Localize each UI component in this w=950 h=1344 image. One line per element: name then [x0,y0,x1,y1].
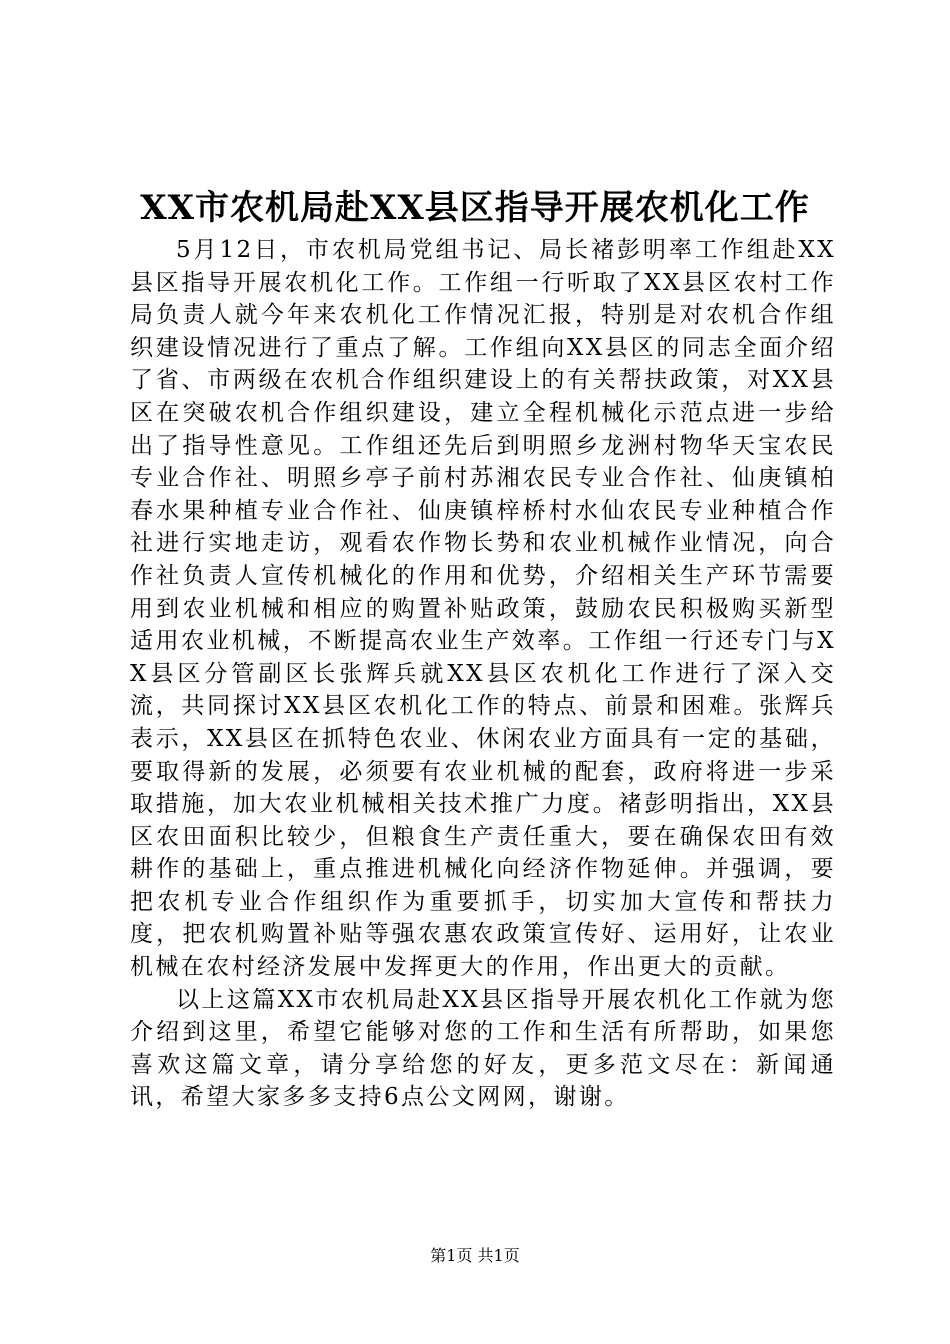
document-body [130,234,836,1114]
body-paragraph-closing: 以上这篇XX市农机局赴XX县区指导开展农机化工作就为您介绍到这里，希望它能够对您的工作和生活有所帮助，如果您喜欢这篇文章，请分享给您的好友，更多范文尽在：新闻通讯，希望大家多多支持6点公文网网，谢谢。 [130,986,836,1111]
page-total: 共1页 [477,1246,520,1265]
body-paragraph-main: 5月12日，市农机局党组书记、局长褚彭明率工作组赴XX县区指导开展农机化工作。工作组一行听取了XX县区农村工作局负责人就今年来农机化工作情况汇报，特别是对农机合作组织建设情况进行了重点了解。工作组向XX县区的同志全面介绍了省、市两级在农机合作组织建设上的有关帮扶政策，对XX县区在突破农机合作组织建设，建立全程机械化示范点进一步给出了指导性意见。工作组还先后到明照乡龙洲村物华天宝农民专业合作社、明照乡亭子前村苏湘农民专业合作社、仙庚镇柏春水果种植专业合作社、仙庚镇梓桥村水仙农民专业种植合作社进行实地走访，观看农作物长势和农业机械作业情况，向合作社负责人宣传机械化的作用和优势，介绍相关生产环节需要用到农业机械和相应的购置补贴政策，鼓励农民积极购买新型适用农业机械，不断提高农业生产效率。工作组一行还专门与XX县区分管副区长张辉兵就XX县区农机化工作进行了深入交流，共同探讨XX县区农机化工作的特点、前景和困难。张辉兵表示，XX县区在抓特色农业、休闲农业方面具有一定的基础，要取得新的发展，必须要有农业机械的配套，政府将进一步采取措施，加大农业机械相关技术推广力度。褚彭明指出，XX县区农田面积比较少，但粮食生产责任重大，要在确保农田有效耕作的基础上，重点推进机械化向经济作物延伸。并强调，要把农机专业合作组织作为重要抓手，切实加大宣传和帮扶力度，把农机购置补贴等强农惠农政策宣传好、运用好，让农业机械在农村经济发展中发挥更大的作用，作出更大的贡献。 [130,237,836,981]
document-title: XX市农机局赴XX县区指导开展农机化工作 [140,188,810,228]
page-footer [0,1244,950,1268]
page-number: 第1页 [430,1246,473,1265]
